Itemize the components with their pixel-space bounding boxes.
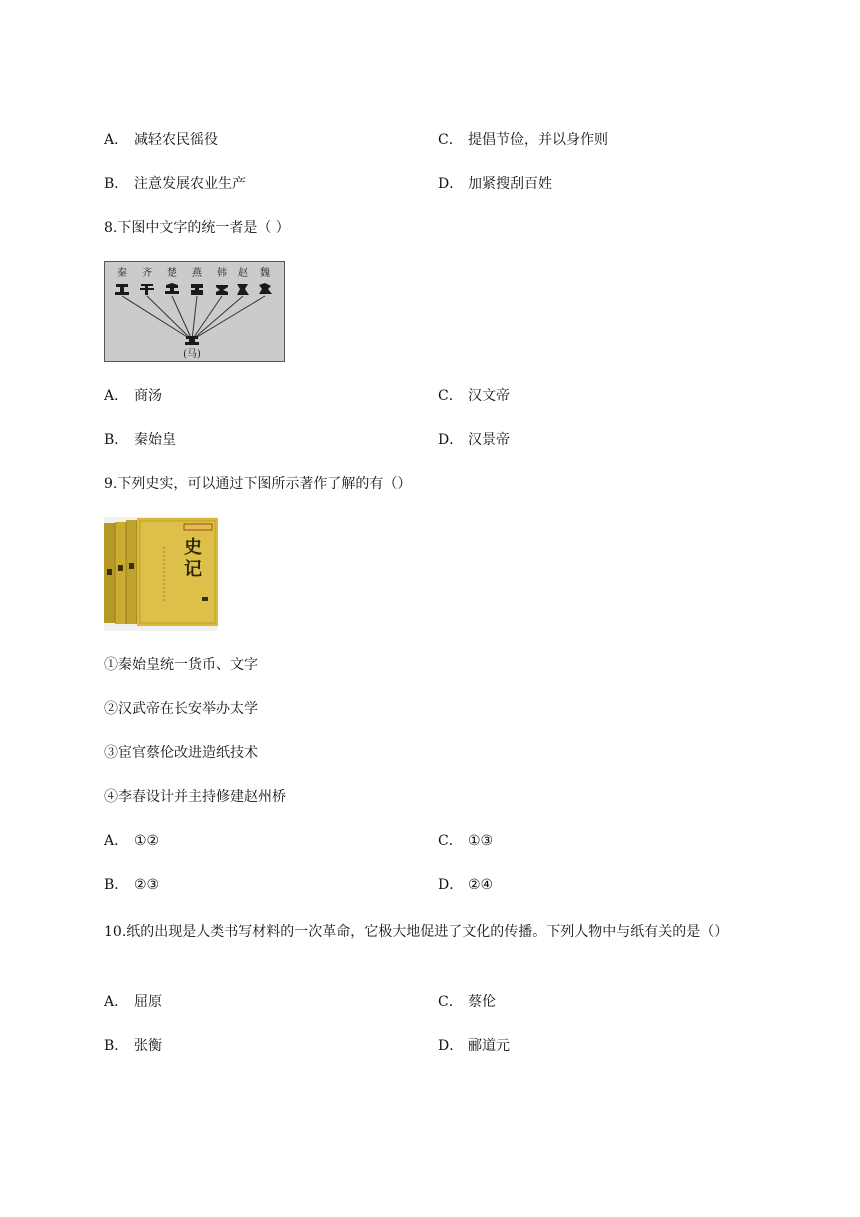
q10-stem: 10.纸的出现是人类书写材料的一次革命，它极大地促进了文化的传播。下列人物中与纸有关的是（） bbox=[104, 924, 729, 940]
q9-option-b bbox=[104, 875, 159, 895]
option-text: 张衡 bbox=[134, 1038, 162, 1054]
q9-option-d bbox=[438, 875, 493, 895]
ancient-glyphs bbox=[115, 283, 272, 295]
option-text: ②④ bbox=[468, 877, 494, 893]
state-label: 秦 bbox=[117, 268, 127, 279]
q8-option-b bbox=[104, 430, 176, 450]
q10-option-d bbox=[438, 1036, 510, 1056]
q7-option-b bbox=[104, 174, 246, 194]
script-unification-figure bbox=[104, 261, 285, 362]
option-letter: D． bbox=[438, 877, 464, 893]
option-letter: A． bbox=[104, 833, 129, 849]
state-label: 赵 bbox=[238, 268, 248, 279]
unified-label: (马) bbox=[183, 349, 201, 360]
option-text: 汉文帝 bbox=[468, 388, 510, 404]
state-label: 韩 bbox=[217, 268, 227, 279]
option-letter: D． bbox=[438, 432, 464, 448]
option-letter: A． bbox=[104, 388, 129, 404]
option-text: ①② bbox=[134, 833, 160, 849]
book-title-char: 史记 bbox=[184, 537, 202, 580]
q10-option-a bbox=[104, 992, 162, 1012]
option-text: 注意发展农业生产 bbox=[134, 176, 246, 192]
option-letter: D． bbox=[438, 176, 464, 192]
q8-option-d bbox=[438, 430, 510, 450]
book-spine bbox=[126, 520, 137, 624]
q7-option-c bbox=[438, 130, 608, 150]
option-letter: C． bbox=[438, 833, 463, 849]
q9-option-a bbox=[104, 831, 159, 851]
converging-lines bbox=[122, 296, 265, 340]
q7-option-d bbox=[438, 174, 552, 194]
option-text: 商汤 bbox=[134, 388, 162, 404]
option-letter: C． bbox=[438, 994, 463, 1010]
option-text: 提倡节俭，并以身作则 bbox=[468, 132, 608, 148]
q9-option-c bbox=[438, 831, 493, 851]
state-label: 魏 bbox=[260, 268, 270, 279]
option-text: 秦始皇 bbox=[134, 432, 176, 448]
book-spine bbox=[115, 522, 126, 624]
state-label: 燕 bbox=[192, 268, 202, 279]
q9-fact-1: ①秦始皇统一货币、文字 bbox=[104, 657, 258, 673]
q9-fact-4: ④李春设计并主持修建赵州桥 bbox=[104, 789, 286, 805]
option-text: 屈原 bbox=[134, 994, 162, 1010]
q9-stem: 9.下列史实，可以通过下图所示著作了解的有（） bbox=[104, 476, 412, 492]
unified-glyph bbox=[185, 336, 199, 345]
q8-stem: 8.下图中文字的统一者是（ ） bbox=[104, 220, 290, 236]
state-label: 楚 bbox=[167, 268, 177, 279]
q8-option-a bbox=[104, 386, 162, 406]
option-letter: D． bbox=[438, 1038, 464, 1054]
option-text: 减轻农民徭役 bbox=[134, 132, 218, 148]
option-letter: B． bbox=[104, 176, 129, 192]
option-text: 加紧搜刮百姓 bbox=[468, 176, 552, 192]
option-letter: A． bbox=[104, 132, 129, 148]
q8-option-c bbox=[438, 386, 510, 406]
option-letter: B． bbox=[104, 877, 129, 893]
option-text: ②③ bbox=[134, 877, 160, 893]
option-letter: C． bbox=[438, 132, 463, 148]
q10-option-c bbox=[438, 992, 496, 1012]
option-text: 汉景帝 bbox=[468, 432, 510, 448]
q10-option-b bbox=[104, 1036, 162, 1056]
option-letter: B． bbox=[104, 432, 129, 448]
state-label: 齐 bbox=[142, 268, 152, 279]
option-letter: A． bbox=[104, 994, 129, 1010]
option-text: 郦道元 bbox=[468, 1038, 510, 1054]
q9-fact-3: ③宦官蔡伦改进造纸技术 bbox=[104, 745, 258, 761]
option-letter: B． bbox=[104, 1038, 129, 1054]
q7-option-a bbox=[104, 130, 218, 150]
q9-fact-2: ②汉武帝在长安举办太学 bbox=[104, 701, 258, 717]
option-text: ①③ bbox=[468, 833, 494, 849]
option-text: 蔡伦 bbox=[468, 994, 496, 1010]
option-letter: C． bbox=[438, 388, 463, 404]
shiji-books-figure bbox=[104, 517, 218, 631]
